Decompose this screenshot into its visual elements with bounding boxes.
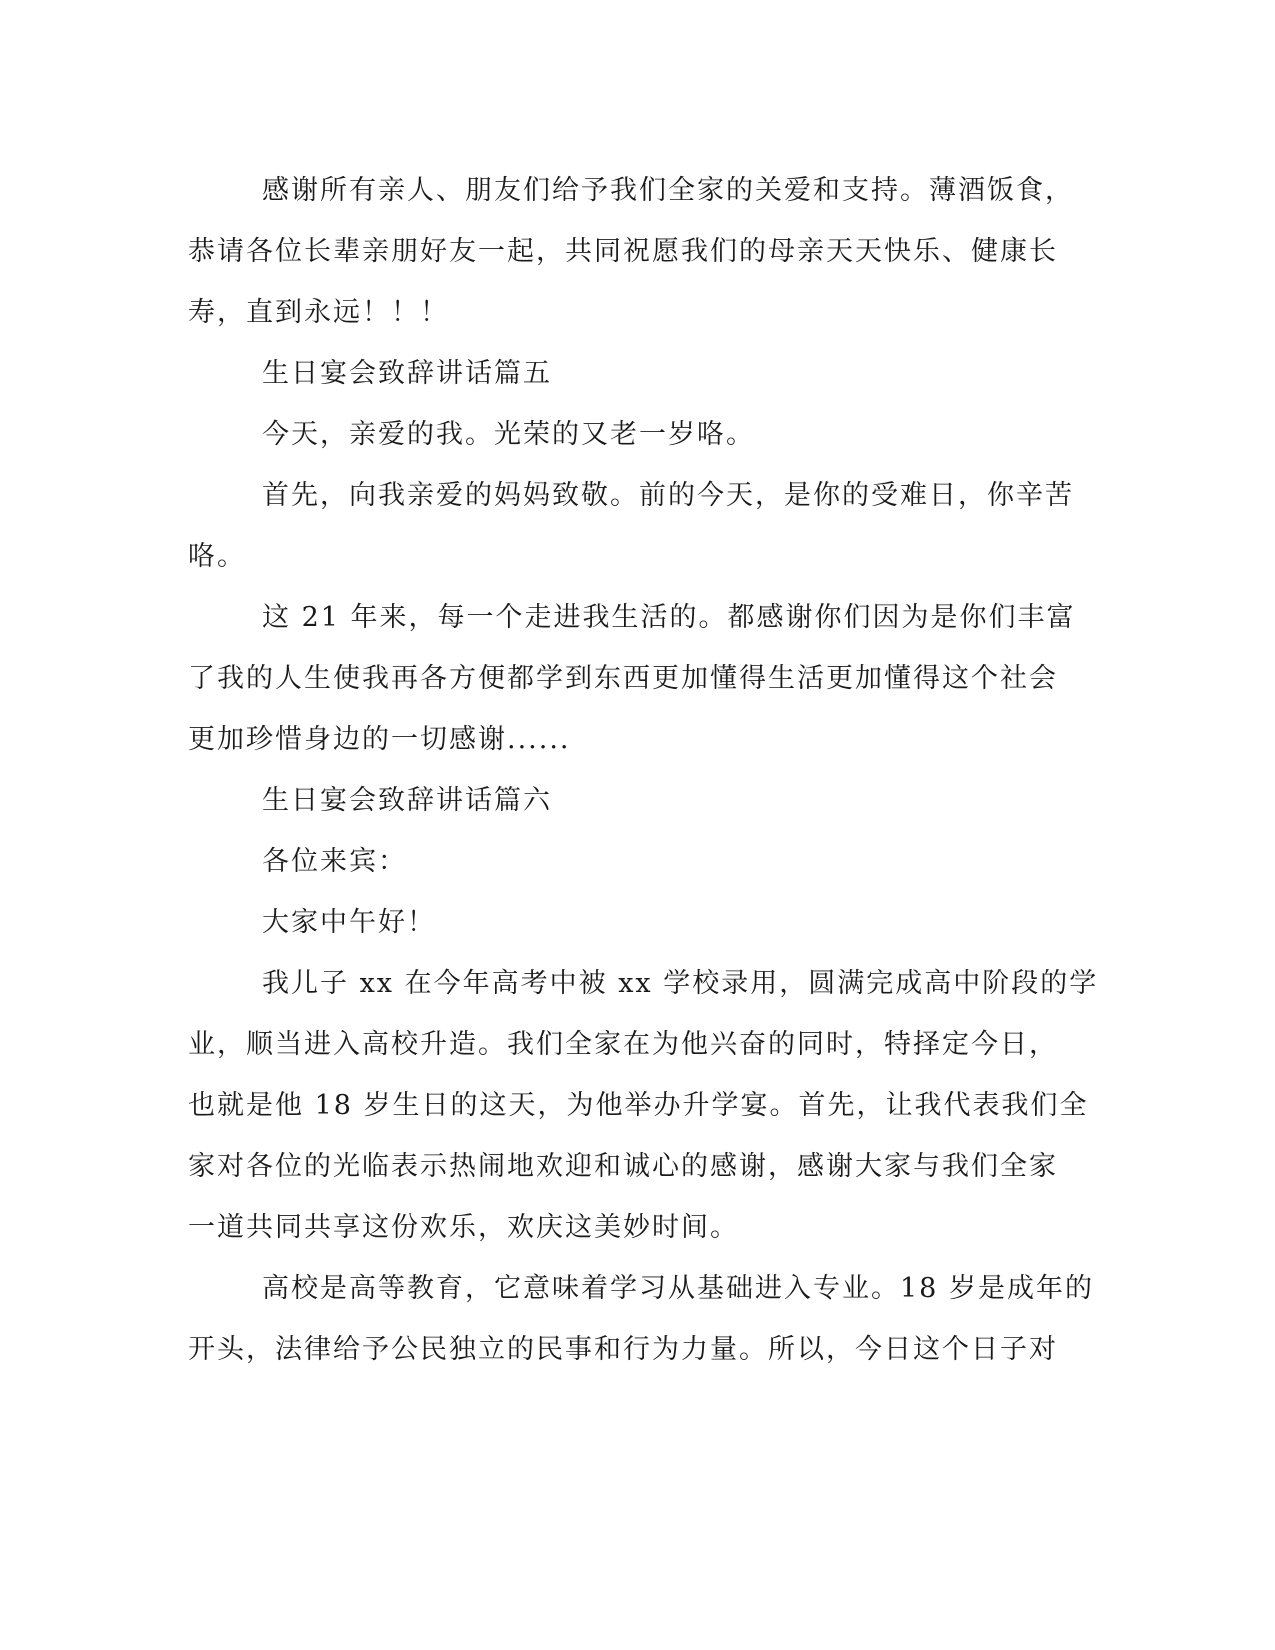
text-line: 咯。 bbox=[188, 541, 246, 572]
text-line: 业，顺当进入高校升造。我们全家在为他兴奋的同时，特择定今日， bbox=[188, 1029, 1058, 1060]
text-line: 这 21 年来，每一个走进我生活的。都感谢你们因为是你们丰富 bbox=[262, 602, 1076, 633]
text-line: 寿，直到永远！！！ bbox=[188, 297, 449, 328]
section-heading: 生日宴会致辞讲话篇六 bbox=[262, 785, 552, 816]
text-line: 也就是他 18 岁生日的这天，为他举办升学宴。首先，让我代表我们全 bbox=[188, 1090, 1089, 1121]
text-line: 各位来宾： bbox=[262, 846, 407, 877]
text-line: 感谢所有亲人、朋友们给予我们全家的关爱和支持。薄酒饭食， bbox=[262, 175, 1074, 206]
text-line: 了我的人生使我再各方便都学到东西更加懂得生活更加懂得这个社会 bbox=[188, 663, 1058, 694]
text-line: 开头，法律给予公民独立的民事和行为力量。所以，今日这个日子对 bbox=[188, 1334, 1058, 1365]
text-line: 大家中午好！ bbox=[262, 907, 436, 938]
text-line: 我儿子 xx 在今年高考中被 xx 学校录用，圆满完成高中阶段的学 bbox=[262, 968, 1099, 999]
text-line: 更加珍惜身边的一切感谢...... bbox=[188, 724, 571, 755]
text-line: 恭请各位长辈亲朋好友一起，共同祝愿我们的母亲天天快乐、健康长 bbox=[188, 236, 1058, 267]
text-line: 家对各位的光临表示热闹地欢迎和诚心的感谢，感谢大家与我们全家 bbox=[188, 1151, 1058, 1182]
text-line: 首先，向我亲爱的妈妈致敬。前的今天，是你的受难日，你辛苦 bbox=[262, 480, 1074, 511]
document-body bbox=[188, 160, 1099, 1380]
text-line: 今天，亲爱的我。光荣的又老一岁咯。 bbox=[262, 419, 755, 450]
text-line: 一道共同共享这份欢乐，欢庆这美妙时间。 bbox=[188, 1212, 739, 1243]
text-line: 高校是高等教育，它意味着学习从基础进入专业。18 岁是成年的 bbox=[262, 1273, 1094, 1304]
section-heading: 生日宴会致辞讲话篇五 bbox=[262, 358, 552, 389]
